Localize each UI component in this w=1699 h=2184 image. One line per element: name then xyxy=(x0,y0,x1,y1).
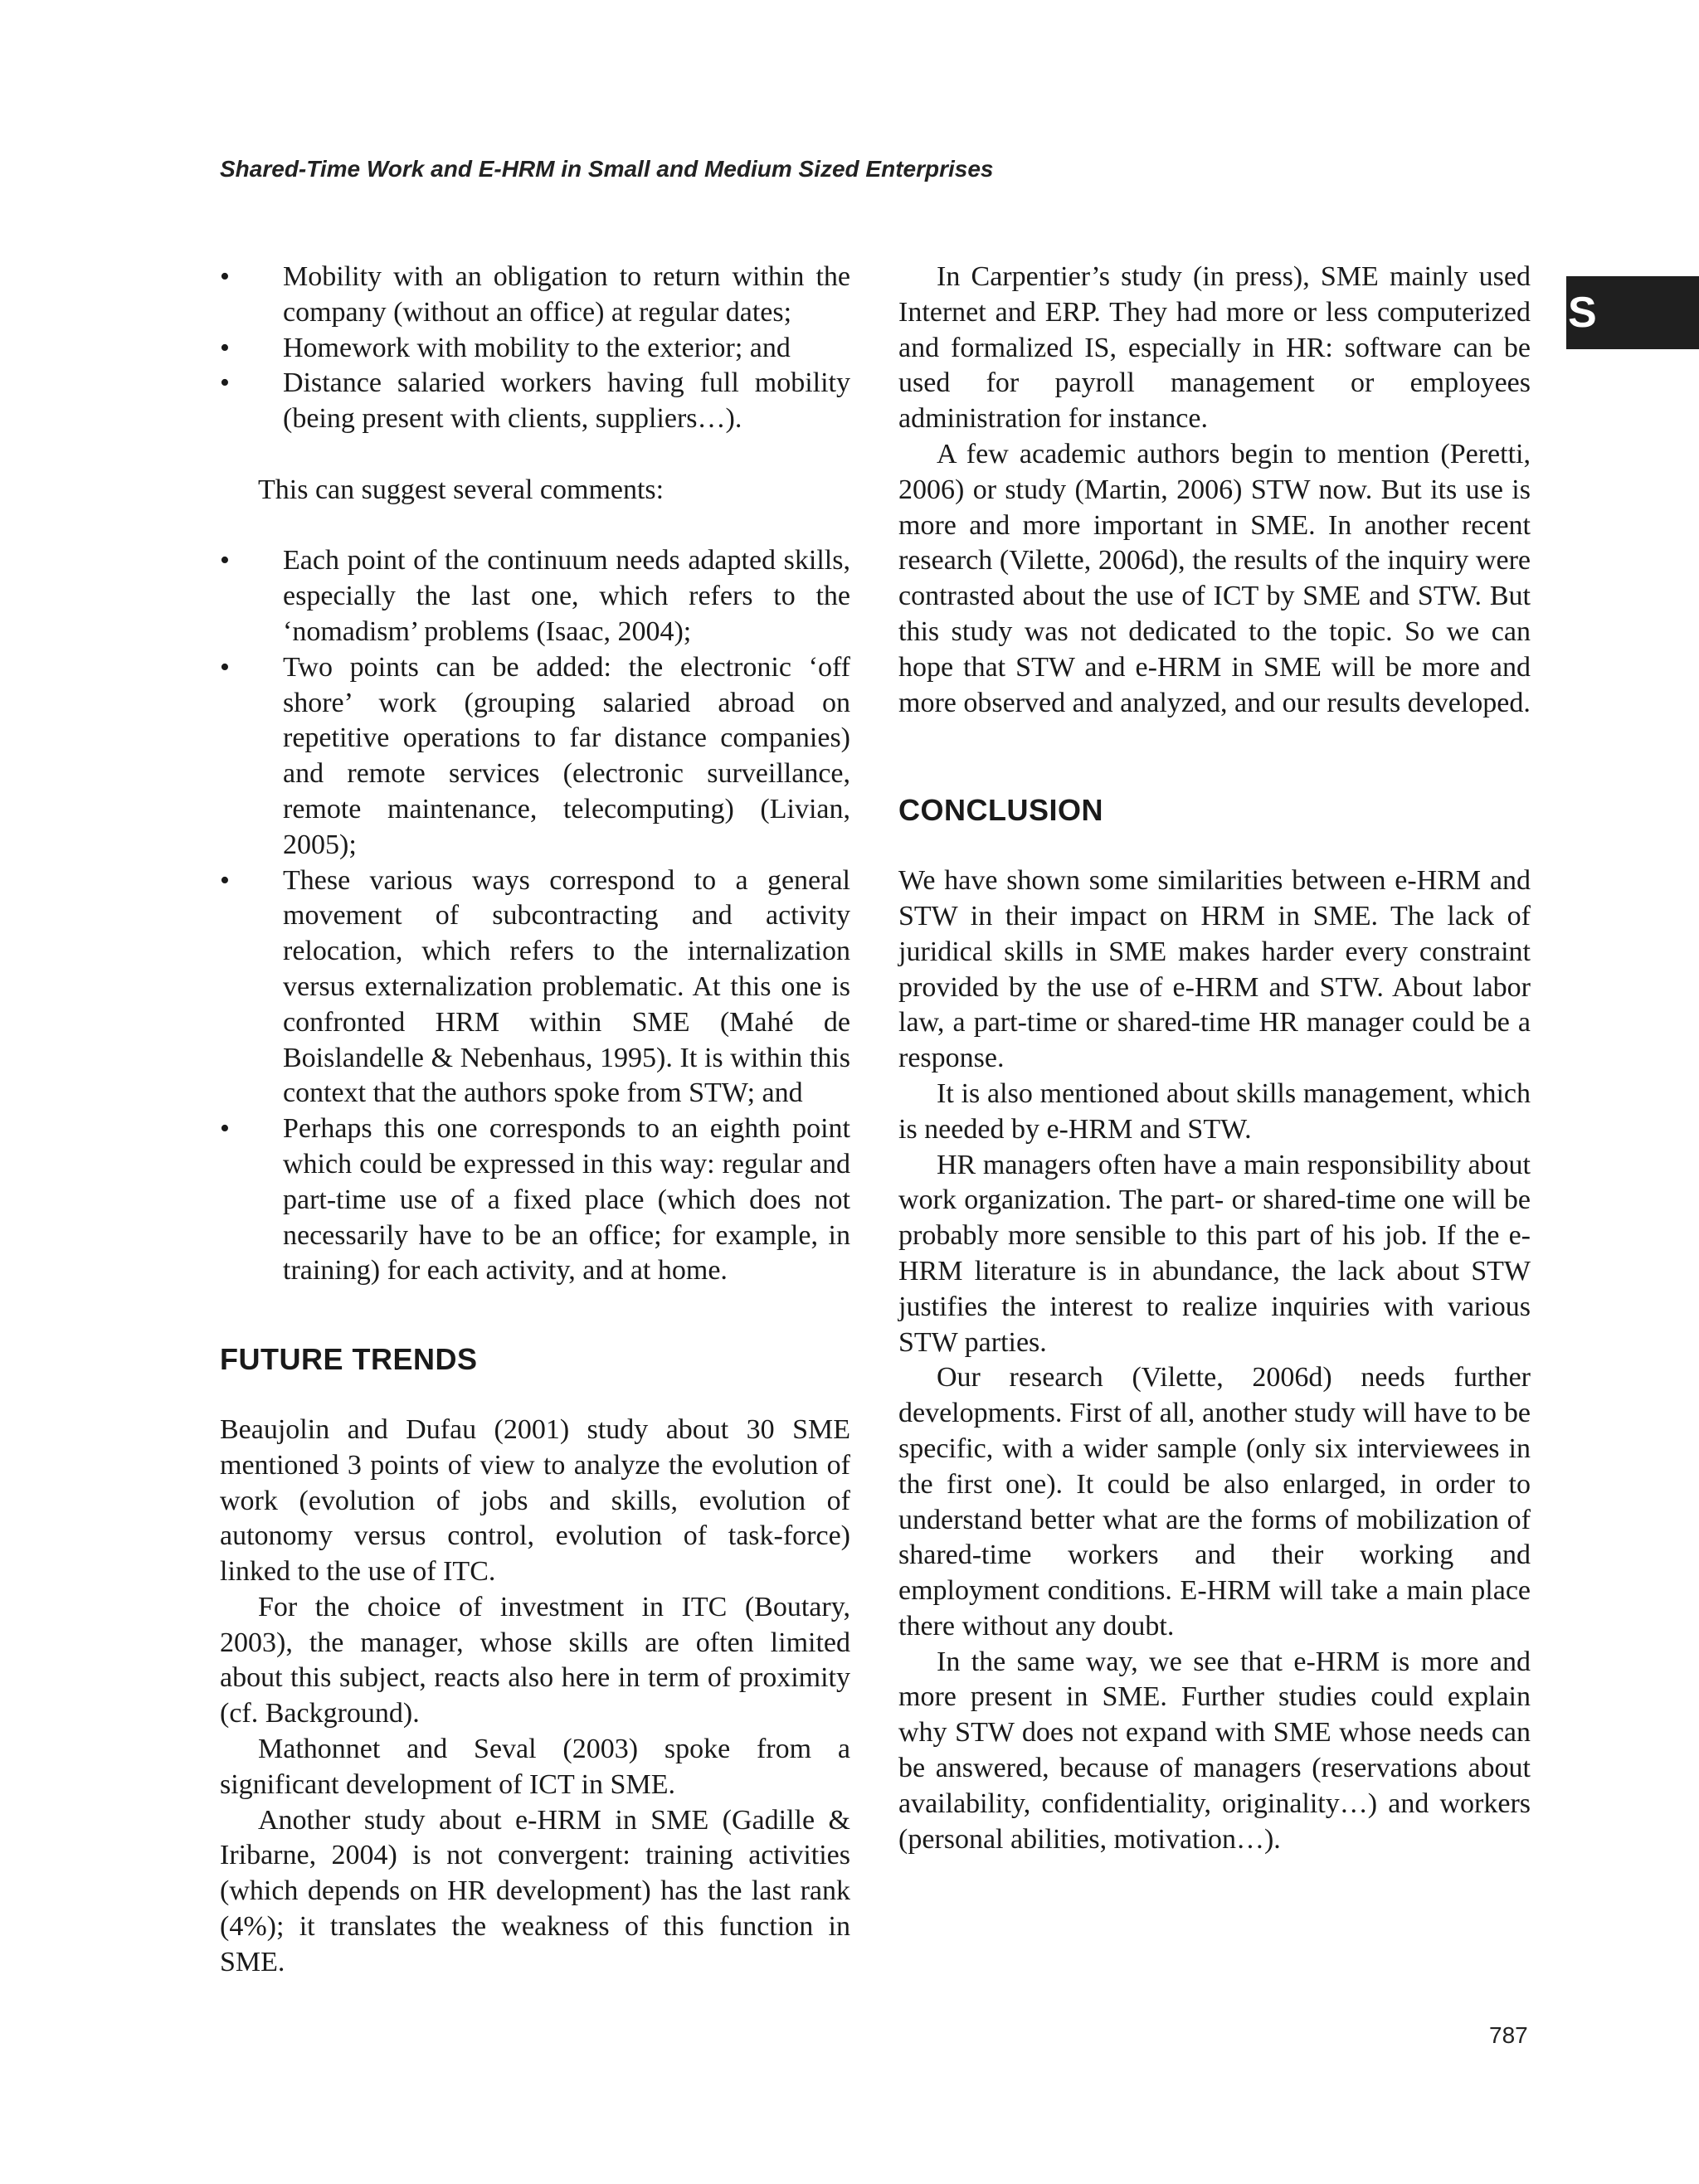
list-item: • Perhaps this one corresponds to an eighth point which could be expressed in this way: regular and part-time use of a fixed place (which does not necessarily have to be an office; for example, in training) for each activity, and at home. xyxy=(220,1113,850,1287)
running-title: Shared-Time Work and E-HRM in Small and Medium Sized Enterprises xyxy=(220,156,994,182)
paragraph: HR managers often have a main responsibility about work organization. The part- or shared-time one will be probably more sensible to this part of his job. If the e-HRM literature is in abundance, the lack about STW justifies the interest to realize inquiries with various STW parties. xyxy=(898,1149,1531,1358)
paragraph: Beaujolin and Dufau (2001) study about 30 SME mentioned 3 points of view to analyze the evolution of work (evolution of jobs and skills, evolution of autonomy versus control, evolution of task-force) linked to the use of ITC. xyxy=(220,1413,850,1588)
future-trends-heading: FUTURE TRENDS xyxy=(220,1342,478,1377)
paragraph: We have shown some similarities between e-HRM and STW in their impact on HRM in SME. The lack of juridical skills in SME makes harder every constraint provided by the use of e-HRM and STW. About labor law, a part-time or shared-time HR manager could be a response. xyxy=(898,865,1531,1074)
paragraph: In Carpentier’s study (in press), SME mainly used Internet and ERP. They had more or less computerized and formalized IS, especially in HR: software can be used for payroll management or employees administration for instance. xyxy=(898,261,1531,435)
page-number: 787 xyxy=(1489,2022,1528,2048)
list-item: • Mobility with an obligation to return within the company (without an office) at regular dates; xyxy=(220,261,850,328)
paragraph: Our research (Vilette, 2006d) needs further developments. First of all, another study will have to be specific, with a wider sample (only six interviewees in the first one). It could be also enlarged, in order to understand better what are the forms of mobilization of shared-time workers and their working and employment conditions. E-HRM will take a main place there without any doubt. xyxy=(898,1362,1531,1642)
conclusion-heading: CONCLUSION xyxy=(898,793,1103,828)
list-item: • Distance salaried workers having full mobility (being present with clients, suppliers…). xyxy=(220,367,850,435)
list-item: • Homework with mobility to the exterior; and xyxy=(220,331,850,367)
list-item: • Two points can be added: the electronic ‘off shore’ work (grouping salaried abroad on repetitive operations to far distance companies) and remote services (electronic surveillance, remote maintenance, telecomputing) (Livian, 2005); xyxy=(220,651,850,860)
paragraph: In the same way, we see that e-HRM is more and more present in SME. Further studies could explain why STW does not expand with SME whose needs can be answered, because of managers (reservations about availability, confidentiality, originality…) and workers (personal abilities, motivation…). xyxy=(898,1646,1531,1855)
mobility-bullet-list xyxy=(220,260,850,437)
right-column xyxy=(898,260,1531,1857)
paragraph: A few academic authors begin to mention (Peretti, 2006) or study (Martin, 2006) STW now. But its use is more and more important in SME. In another recent research (Vilette, 2006d), the results of the inquiry were contrasted about the use of ICT by SME and STW. But this study was not dedicated to the topic. So we can hope that STW and e-HRM in SME will be more and more observed and analyzed, and our results developed. xyxy=(898,438,1531,718)
comments-intro: This can suggest several comments: xyxy=(258,474,665,505)
comments-bullet-list xyxy=(220,543,850,1289)
bullet-icon: • xyxy=(220,332,230,363)
paragraph: It is also mentioned about skills management, which is needed by e-HRM and STW. xyxy=(898,1077,1531,1145)
bullet-icon: • xyxy=(220,651,230,683)
bullet-icon: • xyxy=(220,261,230,292)
bullet-icon: • xyxy=(220,367,230,399)
paragraph: For the choice of investment in ITC (Boutary, 2003), the manager, whose skills are often limited about this subject, reacts also here in term of proximity (cf. Background). xyxy=(220,1591,850,1729)
left-column xyxy=(220,260,850,1981)
list-item: • Each point of the continuum needs adapted skills, especially the last one, which refers to the ‘nomadism’ problems (Isaac, 2004); xyxy=(220,545,850,647)
list-item: • These various ways correspond to a general movement of subcontracting and activity relocation, which refers to the internalization versus externalization problematic. At this one is confronted HRM within SME (Mahé de Boislandelle & Nebenhaus, 1995). It is within this context that the authors spoke from STW; and xyxy=(220,864,850,1109)
bullet-icon: • xyxy=(220,1113,230,1145)
bullet-icon: • xyxy=(220,545,230,576)
bullet-icon: • xyxy=(220,864,230,896)
section-letter-tab: S xyxy=(1566,276,1699,349)
paragraph: Mathonnet and Seval (2003) spoke from a significant development of ICT in SME. xyxy=(220,1734,850,1800)
paragraph: Another study about e-HRM in SME (Gadille & Iribarne, 2004) is not convergent: training activities (which depends on HR development) has the last rank (4%); it translates the weakness of this function in SME. xyxy=(220,1804,850,1977)
